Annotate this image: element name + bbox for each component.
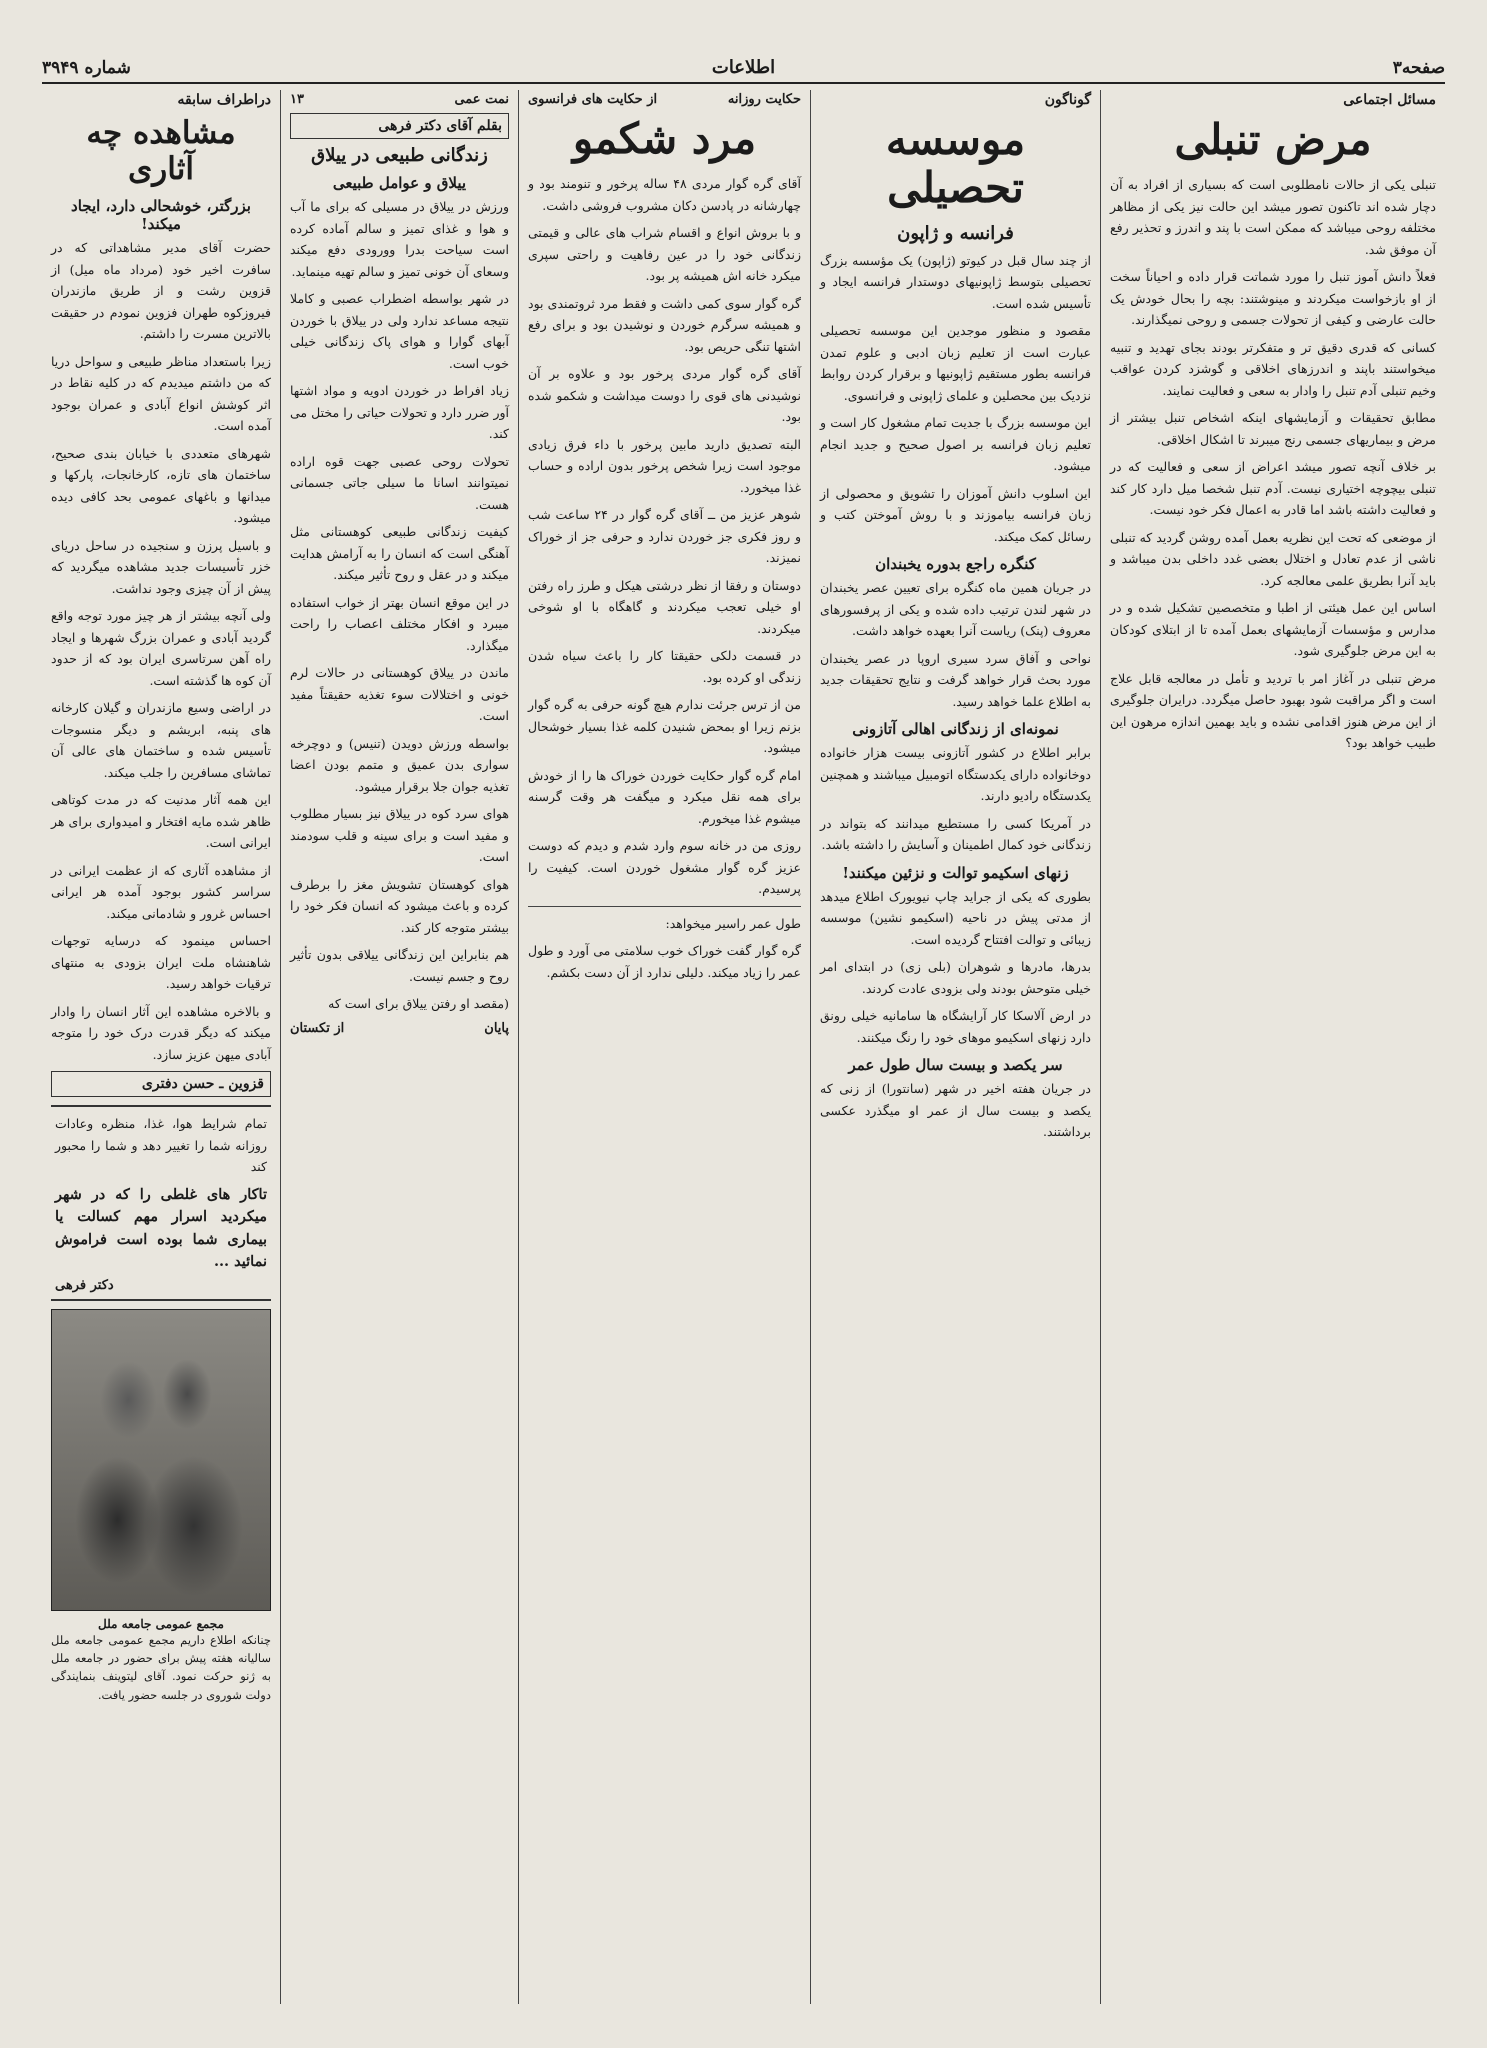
story-header [528,92,801,107]
end-mark: پایان [484,1020,509,1036]
paragraph: امام گره گوار حکایت خوردن خوراک ها را از خودش برای همه نقل میکرد و میگفت هر وقت گرسنه میشوم غذا میخورم. [528,767,801,826]
advice-signer: دکتر فرهی [55,1277,114,1293]
paragraph: هم بنابراین این زندگانی ییلاقی بدون تأثیر روح و جسم نیست. [290,947,509,984]
article-title: زندگانی طبیعی در ییلاق [311,145,488,166]
advice-box [51,1105,271,1300]
paragraph: کسانی که قدری دقیق تر و متفکرتر بودند بجای تهدید و تنبیه میخواستند باپند و اندرزهای اخلاقی و گوشزد کردن عواقب وخیم تنبلی آدم تنبل را وادار به سعی و فعالیت نمایند. [1110,339,1436,398]
paragraph: طول عمر راسیر میخواهد: [665,915,801,931]
paragraph: در این موقع انسان بهتر از خواب استفاده میبرد و افکار مختلف اعصاب را راحت میگذارد. [290,594,509,653]
paragraph: مقصود و منظور موجدین این موسسه تحصیلی عبارت است از تعلیم زبان ادبی و علوم تمدن فرانسه بطور مستقیم ژاپونیها و برقرار کردن روابط نزدیک بین محصلین و علمای ژاپونی و فرانسوی. [820,323,1091,403]
advice-bold: تاکار های غلطی را که در شهر میکردید اسرار مهم کسالت یا بیماری شما بوده است فراموش نمائید ... [55,1185,267,1271]
advice-signer-row [55,1278,267,1293]
paragraph: گره گوار سوی کمی داشت و فقط مرد ثروتمندی بود و همیشه سرگرم خوردن و نوشیدن بود و برای رفع اشتها تنگی حریص بود. [528,295,801,354]
article-title: مرض تنبلی [1174,115,1372,164]
paragraph: اساس این عمل هیئتی از اطبا و متخصصین تشکیل شده و در مدارس و مؤسسات آزمایشهای بعمل آمده تا از ابتلای کودکان به این مرض جلوگیری شود. [1110,600,1436,659]
paragraph: (مقصد او رفتن ییلاق برای است که [328,996,509,1011]
paragraph: من از ترس جرئت ندارم هیچ گونه حرفی به گره گوار بزنم زیرا او بمحض شنیدن کلمه غذا بسیار خوشحال میشود. [528,697,801,756]
source-mark: از تکستان [290,1020,345,1036]
article-countryside [280,90,518,2004]
paragraph: این موسسه بزرگ با جدیت تمام مشغول کار است و تعلیم زبان فرانسه بر اصول صحیح و جدید انجام میشود. [820,415,1091,474]
photo-caption: چنانکه اطلاع داریم مجمع عمومی جامعه ملل سالیانه هفته پیش برای حضور در جامعه ملل به ژنو حرکت نمود. آقای لیتوینف بنمایندگی دولت شوروی در جلسه حضور یافت. [51,1632,271,1702]
paragraph: و با بروش انواع و اقسام شراب های عالی و قیمتی زندگانی خود را در عین رفاهیت و راحتی سپری میکرد خانه اش همیشه پر بود. [528,225,801,284]
paragraph: بر خلاف آنچه تصور میشد اعراض از سعی و فعالیت که در تنبلی بیچوچه اختیاری نیست. آدم تنبل شخصا میل دارد کار کند و فعالیت داشته باشد اما قادر به اعمال فکر خود نیست. [1110,459,1436,518]
signature-box [51,1071,271,1097]
article-glutton [518,90,810,2004]
paragraph: کیفیت زندگانی طبیعی کوهستانی مثل آهنگی است که انسان را به آرامش هدایت میکند و در عقل و روح تأثیر میکند. [290,524,509,582]
paragraph: در شهر بواسطه اضطراب عصبی و کاملا نتیجه مساعد ندارد ولی در ییلاق با خوردن آبهای گوارا و هوای پاک زندگانی خیلی خوب است. [290,291,509,371]
article-title: مشاهده چه آثاری [86,115,236,187]
paragraph: تحولات روحی عصبی جهت قوه اراده نمیتوانند اسانا ما سیلی جاتی جسمانی هست. [290,453,509,512]
byline: بقلم آقای دکتر فرهی [378,118,502,134]
article-monuments [42,90,280,2004]
paragraph: شهرهای متعددی با خیابان بندی صحیح، ساختمان های تازه، کارخانجات، پارکها و میدانها و باغهای عمومی بحد کافی دیده میشود. [51,445,271,526]
page-number: صفحه۳ [1392,58,1445,78]
paragraph: روزی من در خانه سوم وارد شدم و دیدم که دوست عزیز گره گوار مشغول خوردن است. کیفیت را پرسیدم. [528,838,801,897]
section-label: از حکایت های فرانسوی [528,92,658,107]
section-label: دراطراف سابقه [177,92,271,108]
paragraph: فعلاً دانش آموز تنبل را مورد شماتت قرار داده و احیاناً سخت از او بازخواست میکردند و مینوشتند: بچه را بحال خودش یک حالت عارضی و کیفی از تحولات جسمی و روحی نمیگذارند. [1110,269,1436,328]
paragraph: هوای کوهستان تشویش مغز را برطرف کرده و باعث میشود که انسان فکر خود را بیشتر متوجه کار کند. [290,876,509,935]
paragraph: تنبلی یکی از حالات نامطلوبی است که بسیاری از افراد به آن دچار شده اند تاکنون تصور میشد این حالت نیز یکی از مظاهر مختلفه روحی میباشد که ممکن است با پند و اندرز و تحذیر رفع آن موفق شد. [1110,177,1436,257]
paragraph: در آمریکا کسی را مستطیع میدانند که بتواند در زندگانی خود کمال اطمینان و آسایش را داشته باشد. [820,815,1091,853]
columns [42,90,1445,2004]
paragraph: دوستان و رفقا از نظر درشتی هیکل و طرز راه رفتن او خیلی تعجب میکردند و گاهگاه با او شوخی میکردند. [528,577,801,636]
series-number: ۱۳ [290,92,304,107]
divider [528,906,801,907]
paragraph: در جریان هفته اخیر در شهر (سانتورا) از زنی که یکصد و بیست سال از عمر او میگذرد عکسی برداشتند. [820,1081,1091,1140]
paragraph: و باسیل پرزن و سنجیده در ساحل دریای خزر تأسیسات جدید مشاهده میگردید که پیش از آن چیزی وجود نداشت. [51,537,271,596]
series-header [290,92,509,107]
paragraph: بواسطه ورزش دویدن (تنیس) و دوچرخه سواری بدن عمیق و متمم بودن اعضا تغذیه جوان جلا برقرار میشود. [290,735,509,794]
paragraph: هوای سرد کوه در ییلاق نیز بسیار مطلوب و مفید است و برای سینه و قلب سودمند است. [290,806,509,864]
subheading: ییلاق و عوامل طبیعی [332,174,467,192]
paragraph: و بالاخره مشاهده این آثار انسان را وادار میکند که دیگر قدرت درک خود را متوجه آبادی میهن عزیز سازد. [51,1003,271,1062]
newspaper-name: اطلاعات [711,57,776,78]
paragraph: حضرت آقای مدیر مشاهداتی که در سافرت اخیر خود (مرداد ماه میل) از قزوین رشت و از طریق مازندران فیروزکوه طهران فزوین نمودم در حقیقت بالاترین مسرت را داشتم. [51,240,271,342]
paragraph: در جریان همین ماه کنگره برای تعیین عصر یخبندان در شهر لندن ترتیب داده شده و یکی از پرفسورهای معروف (پنک) ریاست آنرا بعهده خواهد داشت. [820,580,1091,639]
article-miscellany [810,90,1100,2004]
paragraph: در ارض آلاسکا کار آرایشگاه ها سامانیه خیلی رونق دارد زنهای اسکیمو موهای خود را رنگ میکنند. [820,1008,1091,1045]
paragraph: زیرا باستعداد مناظر طبیعی و سواحل دریا که من داشتم میدیدم که در کلیه نقاط در اثر کوشش انواع آبادی و عمران بوجود آمده است. [51,353,271,434]
paragraph: مرض تنبلی در آغاز امر با تردید و تأمل در معالجه قابل علاج است و اگر مراقبت شود بهبود حاصل میگردد. درایران جلوگیری از این مرض هنوز اقدامی نشده و باید بهمین اندازه مرهون این طبیب خواهد بود؟ [1110,670,1436,751]
paragraph: مطابق تحقیقات و آزمایشهای اینکه اشخاص تنبل بیشتر از مرض و بیماریهای جسمی رنج میبرند تا اشکال اخلاقی. [1110,410,1436,447]
paragraph: در قسمت دلکی حقیقتا کار را باعث سیاه شدن زندگی او کرده بود. [528,648,801,685]
paragraph: ورزش در ییلاق در مسیلی که برای ما آب و هوا و غذای تمیز و سالم آماده کرده است سیاحت بدرا وورودی دفع میکند وسعای آن خونی تمیز و سالم تهیه مینماید. [290,199,509,279]
photo-title: مجمع عمومی جامعه ملل [98,1616,224,1631]
subheading-us-life: نمونه‌ای از زندگانی اهالی آتازونی [852,720,1059,739]
paragraph: این همه آثار مدنیت که در مدت کوتاهی ظاهر شده مایه افتخار و امیدواری برای هر ایرانی است. [51,792,271,851]
paragraph: از موضعی که تحت این نظریه بعمل آمده روشن گردید که تنبلی ناشی از عدم تعادل و اختلال بعضی غدد داخلی بدن میباشد و باید آنرا بطریق علمی معالجه کرد. [1110,529,1436,588]
paragraph: از چند سال قبل در کیوتو (ژاپون) یک مؤسسه بزرگ تحصیلی بتوسط ژاپونیهای دوستدار فرانسه ایجاد و تأسیس شده است. [820,252,1091,311]
advice-intro: تمام شرایط هوا، غذا، منظره وعادات روزانه شما را تغییر دهد و شما را محبور کند [55,1116,267,1175]
paragraph: از مشاهده آثاری که از عظمت ایرانی در سراسر کشور بوجود آمده هر ایرانی احساس غرور و شادمانی میکند. [51,862,271,921]
paragraph: ولی آنچه بیشتر از هر چیز مورد توجه واقع گردید آبادی و عمران بزرگ شهرها و ایجاد راه آهن سرتاسری ایران بود که از حدود آن کوه ها گذشته است. [51,608,271,688]
paragraph: بطوری که یکی از جراید چاپ نیویورک اطلاع میدهد از مدتی پیش در ناحیه (اسکیمو نشین) موسسه زیبائی و توالت افتتاح گردیده است. [820,888,1091,947]
article-subtitle: فرانسه و ژاپون [897,222,1014,244]
paragraph: آقای گره گوار مردی پرخور بود و علاوه بر آن نوشیدنی های قوی را دوست میداشت و شکمو شده بود. [528,366,801,425]
series-label: نمت عمی [454,92,509,107]
issue-number: شماره ۳۹۴۹ [42,58,131,78]
paragraph: البته تصدیق دارید مابین پرخور با داء فرق زیادی موجود است زیرا شخص پرخور بدون اراده و حساب غذا میخورد. [528,436,801,495]
paragraph: نواحی و آفاق سرد سیری اروپا در عصر یخبندان مورد بحث قرار خواهد گرفت و نتایج تحقیقات جدید به اطلاع علما خواهد رسید. [820,650,1091,709]
paragraph: گره گوار گفت خوراک خوب سلامتی می آورد و طول عمر را زیاد میکند. دلیلی ندارد از آن دست بکشم. [528,943,801,980]
paragraph: آقای گره گوار مردی ۴۸ ساله پرخور و تنومند بود و چهارشانه در پادسن دکان مشروب فروشی داشت. [528,176,801,213]
section-label: مسائل اجتماعی [1343,92,1436,108]
paragraph: زیاد افراط در خوردن ادویه و مواد اشتها آور ضرر دارد و تحولات حیاتی را مختل می کند. [290,383,509,441]
paragraph: احساس مینمود که درسایه توجهات شاهنشاه ملت ایران بزودی به منتهای ترقیات خواهد رسید. [51,933,271,992]
paragraph: ماندن در ییلاق کوهستانی در حالات لرم خونی و اختلالات سوء تغذیه حقیقتاً مفید است. [290,665,509,723]
byline-box [290,113,509,139]
article-title: موسسه تحصیلی [885,115,1026,213]
subheading-eskimo: زنهای اسکیمو توالت و نزئین میکنند! [842,863,1069,882]
article-laziness [1100,90,1445,2004]
paragraph: برابر اطلاع در کشور آتازونی بیست هزار خانواده دوخانواده دارای یکدستگاه اتومبیل میباشند و همچنین یکدستگاه رادیو دارند. [820,745,1091,804]
paragraph: این اسلوب دانش آموزان را تشویق و محصولی از زبان فرانسه بیاموزند و با روش آموختن کتب و رسائل کمک میکند. [820,485,1091,544]
article-title: مرد شکمو [572,114,757,163]
article-footer [290,1021,509,1036]
masthead [42,52,1445,84]
paragraph: بدرها، مادرها و شوهران (بلی زی) در ابتدای امر خیلی متوحش بودند ولی بزودی عادت کردند. [820,959,1091,996]
signature: قزوین ـ حسن دفتری [141,1076,264,1093]
article-subtitle: بزرگتر، خوشحالی دارد، ایجاد میکند! [71,197,251,234]
section-label: گوناگون [1044,92,1091,108]
subheading-congress: کنگره راجع بدوره یخبندان [875,555,1036,574]
paragraph: در اراضی وسیع مازندران و گیلان کارخانه های پنبه، ابریشم و دیگر منسوجات تأسیس شده و ساختمان های عالی آن تماشای مسافرین را جلب میکند. [51,700,271,780]
series-label: حکایت روزانه [727,92,801,107]
subheading-age: سر یکصد و بیست سال طول عمر [848,1056,1063,1075]
paragraph: شوهر عزیز من ــ آقای گره گوار در ۲۴ ساعت شب و روز فکری جز خوردن ندارد و حرفی جز از خوراک نمیزند. [528,507,802,566]
league-of-nations-photo [51,1309,271,1611]
